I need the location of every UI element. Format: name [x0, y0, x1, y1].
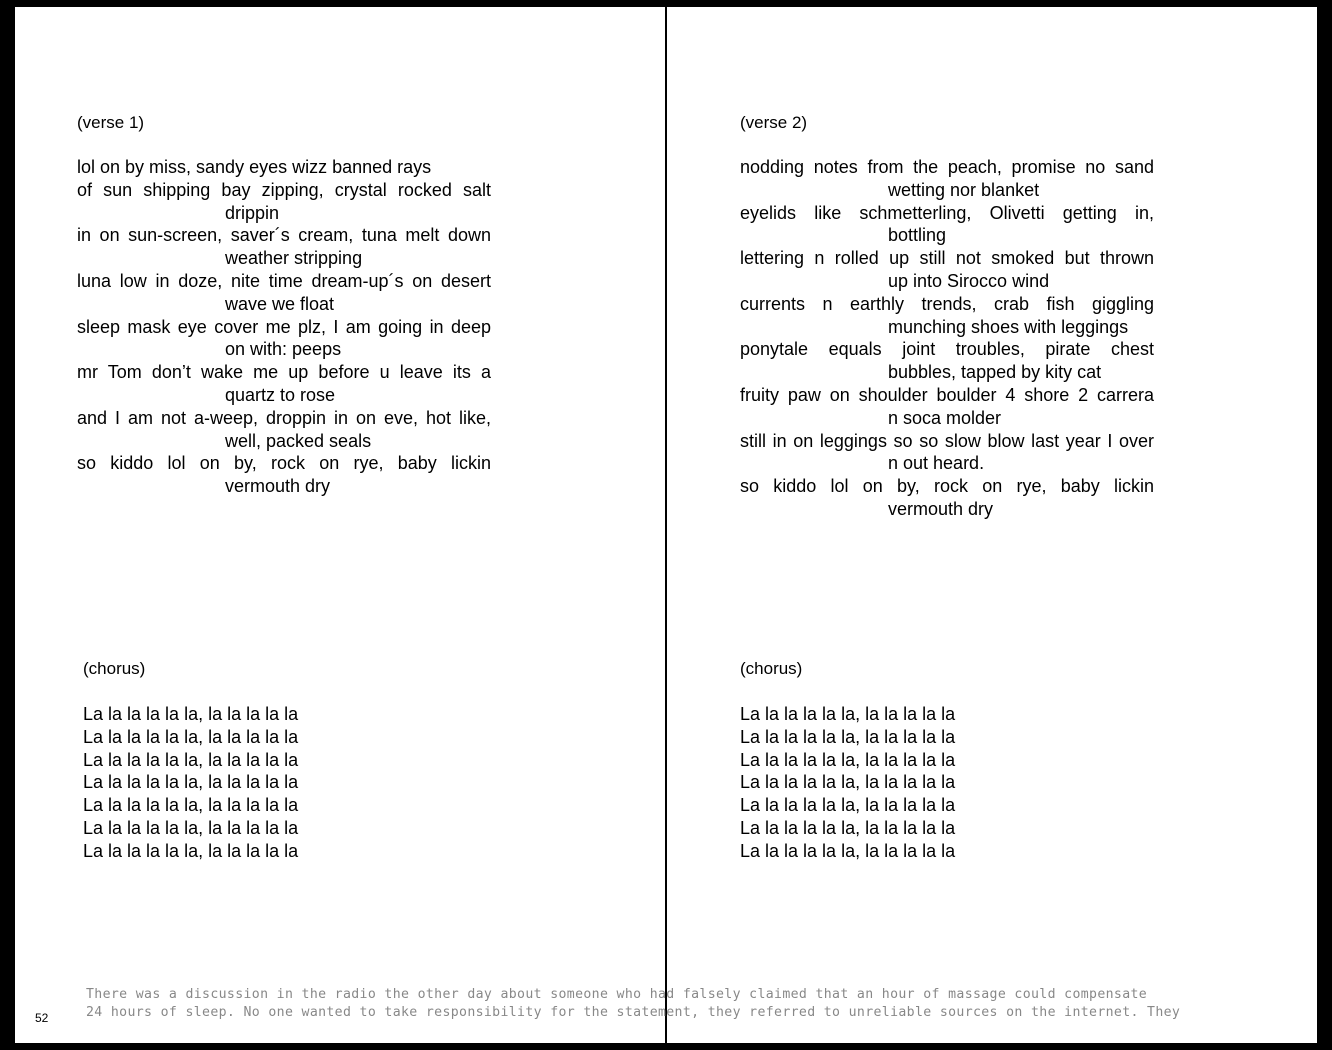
verse-line: vermouth dry [888, 498, 994, 519]
chorus-line: La la la la la la, la la la la la [83, 817, 299, 838]
verse-2-heading: (verse 2) [740, 113, 808, 132]
verse-line: so kiddo lol on by, rock on rye, baby lickin [740, 476, 1154, 497]
chorus-line: La la la la la la, la la la la la [83, 749, 299, 770]
verse-line: munching shoes with leggings [888, 316, 1129, 337]
verse-line: n out heard. [888, 453, 985, 474]
verse-line: and I am not a-weep, droppin in on eve, hot like, [77, 407, 491, 428]
chorus-lyrics-left [83, 703, 298, 863]
verse-line: bubbles, tapped by kity cat [888, 362, 1102, 383]
chorus-heading-right: (chorus) [740, 659, 803, 678]
verse-line: sleep mask eye cover me plz, I am going in deep [77, 316, 491, 337]
chorus-lyrics-right [740, 703, 955, 863]
chorus-line: La la la la la la, la la la la la [740, 795, 956, 816]
chorus-line: La la la la la la, la la la la la [83, 795, 299, 816]
verse-line: eyelids like schmetterling, Olivetti getting in, [740, 202, 1154, 223]
verse-line: currents n earthly trends, crab fish giggling [740, 293, 1154, 314]
verse-line: nodding notes from the peach, promise no sand [740, 157, 1154, 177]
chorus-line: La la la la la la, la la la la la [740, 840, 956, 861]
chorus-line: La la la la la la, la la la la la [740, 726, 956, 747]
verse-line: luna low in doze, nite time dream-up´s on desert [77, 270, 491, 291]
verse-1-heading: (verse 1) [77, 113, 145, 132]
verse-line: wave we float [225, 293, 335, 314]
verse-line: fruity paw on shoulder boulder 4 shore 2 carrera [740, 384, 1154, 405]
chorus-line: La la la la la la, la la la la la [740, 749, 956, 770]
verse-line: lettering n rolled up still not smoked but thrown [740, 248, 1154, 269]
verse-line: of sun shipping bay zipping, crystal rocked salt [77, 179, 491, 200]
verse-line: lol on by miss, sandy eyes wizz banned rays [77, 157, 432, 177]
left-page [15, 7, 665, 1043]
verse-line: quartz to rose [225, 384, 336, 405]
verse-line: ponytale equals joint troubles, pirate chest [740, 339, 1154, 360]
verse-line: wetting nor blanket [888, 179, 1040, 200]
chorus-line: La la la la la la, la la la la la [740, 817, 956, 838]
right-page [667, 7, 1317, 1043]
verse-line: mr Tom don’t wake me up before u leave its a [77, 362, 491, 383]
verse-line: so kiddo lol on by, rock on rye, baby lickin [77, 453, 491, 474]
chorus-line: La la la la la la, la la la la la [83, 726, 299, 747]
chorus-heading-left: (chorus) [83, 659, 146, 678]
verse-line: n soca molder [888, 407, 1002, 428]
verse-line: still in on leggings so so slow blow last year I over [740, 430, 1154, 451]
verse-line: vermouth dry [225, 476, 331, 497]
chorus-line: La la la la la la, la la la la la [83, 772, 299, 793]
verse-line: drippin [225, 202, 280, 223]
verse-line: weather stripping [225, 248, 363, 269]
footnote-line-1: There was a discussion in the radio the other day about someone who had falsely claimed that an hour of massage could compensate [86, 987, 1148, 1002]
page-number: 52 [35, 1011, 49, 1025]
verse-1-lyrics [77, 156, 491, 498]
verse-line: in on sun-screen, saver´s cream, tuna melt down [77, 225, 491, 246]
verse-2-lyrics [740, 156, 1154, 521]
chorus-line: La la la la la la, la la la la la [740, 704, 956, 724]
verse-line: up into Sirocco wind [888, 270, 1050, 291]
verse-line: bottling [888, 225, 947, 246]
footnote-line-2: 24 hours of sleep. No one wanted to take responsibility for the statement, they referred to unreliable sources on the internet. They [86, 1005, 1181, 1020]
chorus-line: La la la la la la, la la la la la [740, 772, 956, 793]
verse-line: well, packed seals [225, 430, 372, 451]
chorus-line: La la la la la la, la la la la la [83, 704, 299, 724]
verse-line: on with: peeps [225, 339, 342, 360]
chorus-line: La la la la la la, la la la la la [83, 840, 299, 861]
